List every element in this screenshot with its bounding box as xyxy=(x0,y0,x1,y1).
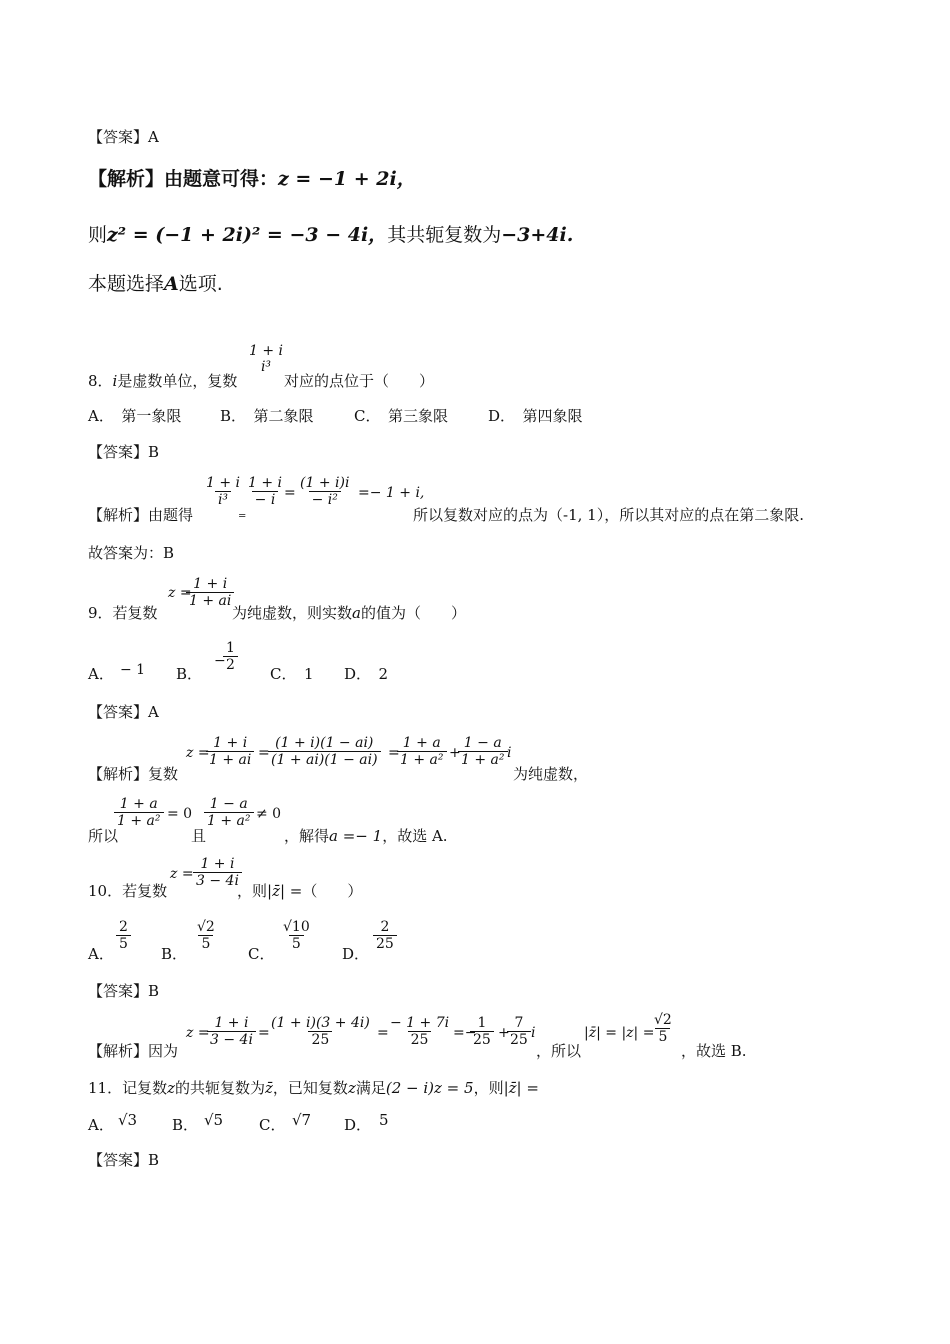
prev-analysis-line-2 xyxy=(88,226,573,245)
stem-text: 的值为（ ） xyxy=(360,604,466,622)
fraction-numerator: 1 + i xyxy=(249,343,284,359)
stem-text: 11．记复数 xyxy=(88,1079,168,1097)
stem-math: |z̄| = xyxy=(267,882,303,900)
answer-tag: 【答案】 xyxy=(88,443,149,461)
q11-stem xyxy=(88,1081,539,1096)
q10-fraction-k2 xyxy=(268,1015,373,1048)
fraction-denominator: − i² xyxy=(309,491,341,508)
analysis-text: 则 xyxy=(88,224,108,246)
q9-answer xyxy=(88,705,159,720)
q9-fraction-h1 xyxy=(114,796,164,829)
fraction-numerator: 1 + i xyxy=(214,1015,249,1031)
stem-text: ，则 xyxy=(473,1079,504,1097)
fraction-numerator: 1 + i xyxy=(200,856,235,872)
q10-stem-lead: 10．若复数 xyxy=(88,882,168,900)
q10-fraction-k5 xyxy=(507,1015,531,1048)
fraction-numerator: 1 − a xyxy=(463,735,502,751)
fraction-denominator: 5 xyxy=(289,935,304,952)
fraction-numerator: 2 xyxy=(380,919,390,935)
fraction-denominator: 25 xyxy=(373,935,397,952)
q8-stem xyxy=(88,374,237,389)
analysis-text: ，解得 xyxy=(284,827,330,845)
q9-solve-text xyxy=(284,829,448,844)
q10-option-d-fraction xyxy=(373,919,397,952)
q11-answer xyxy=(88,1153,159,1168)
analysis-text: 其共轭复数为 xyxy=(387,224,502,246)
q10-abs-eq: |z̄| = |z| = xyxy=(584,1025,655,1041)
q8-stem-end xyxy=(284,374,434,389)
fraction-denominator: 1 + a² xyxy=(397,751,447,768)
fraction-numerator: − 1 + 7i xyxy=(390,1015,450,1031)
q9-eq-2: = xyxy=(388,745,400,761)
fraction-denominator: 5 xyxy=(116,935,131,952)
q11-option-a-label: A． xyxy=(88,1116,114,1134)
q8-analysis-lead xyxy=(88,508,193,523)
fraction-denominator: 2 xyxy=(223,656,238,673)
stem-text: 是虚数单位，复数 xyxy=(117,372,238,390)
fraction-denominator: 5 xyxy=(198,935,213,952)
q10-i-unit: i xyxy=(531,1025,536,1041)
q10-option-c-fraction xyxy=(280,919,313,952)
fraction-numerator: (1 + i)(3 + 4i) xyxy=(271,1015,370,1031)
q9-eq-1: = xyxy=(258,745,270,761)
q9-analysis-rest: 为纯虚数， xyxy=(513,765,589,783)
fraction-numerator: 7 xyxy=(514,1015,524,1031)
q8-analysis-rest: 所以复数对应的点为（-1, 1），所以其对应的点在第二象限. xyxy=(413,506,804,524)
fraction-numerator: 1 − a xyxy=(209,796,248,812)
stem-math: |z̄| = xyxy=(503,1079,539,1097)
q9-fraction-g2 xyxy=(268,735,381,768)
q9-stem-rest xyxy=(232,606,466,621)
fraction-denominator: (1 + ai)(1 − ai) xyxy=(268,751,381,768)
q9-option-a-value: − 1 xyxy=(120,662,146,678)
fraction-denominator: 1 + ai xyxy=(186,592,234,609)
q8-eq-small: = xyxy=(238,511,247,522)
analysis-tag: 【解析】 xyxy=(88,1042,149,1060)
stem-text: 满足 xyxy=(355,1079,386,1097)
analysis-tag: 【解析】 xyxy=(88,168,165,190)
q9-and-text: 且 xyxy=(191,827,207,845)
q10-option-b-fraction xyxy=(194,919,218,952)
q10-eq-3: =− xyxy=(453,1025,477,1041)
analysis-text: 选项. xyxy=(178,273,223,295)
variable-a: a xyxy=(352,604,361,622)
fraction-numerator: √2 xyxy=(197,919,215,935)
fraction-denominator: 25 xyxy=(408,1031,432,1048)
q11-option-d-label: D． xyxy=(344,1116,372,1134)
q8-option-d: D． 第四象限 xyxy=(488,407,583,425)
stem-text: （ ） xyxy=(302,882,363,900)
q10-fraction-k3 xyxy=(387,1015,452,1048)
fraction-numerator: 1 + i xyxy=(213,735,248,751)
fraction-denominator: 1 + a² xyxy=(204,812,254,829)
q9-option-b-fraction xyxy=(223,640,238,673)
q9-fraction-g4 xyxy=(458,735,508,768)
analysis-text: ，故选 A. xyxy=(382,827,448,845)
stem-text: 为纯虚数，则实数 xyxy=(232,604,353,622)
answer-value: B xyxy=(148,982,160,1000)
q10-option-c-label: C． xyxy=(248,945,275,963)
q8-fraction-3 xyxy=(297,475,352,508)
fraction-denominator: − i xyxy=(252,491,279,508)
q9-analysis-lead xyxy=(88,767,178,782)
fraction-numerator: 1 xyxy=(226,640,235,656)
stem-text: 对应的点位于（ ） xyxy=(284,372,435,390)
fraction-denominator: 3 − 4i xyxy=(193,872,242,889)
q8-eq: = xyxy=(284,485,296,501)
question-number: 8． xyxy=(88,372,113,390)
analysis-tag: 【解析】 xyxy=(88,506,149,524)
q9-fraction-g3 xyxy=(397,735,447,768)
q10-eq-2: = xyxy=(377,1025,389,1041)
q10-fraction-k1 xyxy=(207,1015,256,1048)
stem-math: (2 − i)z = 5 xyxy=(385,1079,474,1097)
q9-i-unit: i xyxy=(507,745,512,761)
fraction-denominator: 25 xyxy=(507,1031,531,1048)
fraction-numerator: (1 + i)i xyxy=(300,475,350,491)
q10-z-eq-2: z = xyxy=(186,1025,210,1041)
q10-plus: + xyxy=(498,1025,510,1041)
prev-analysis-line-1 xyxy=(88,170,416,189)
q8-conclusion: 故答案为：B xyxy=(88,544,175,562)
q8-fraction-1 xyxy=(203,475,243,508)
analysis-text: 由题得 xyxy=(148,506,194,524)
fraction-numerator: 1 + i xyxy=(193,576,228,592)
stem-text: ，已知复数 xyxy=(272,1079,348,1097)
stem-text: 的共轭复数为 xyxy=(175,1079,266,1097)
fraction-numerator: √10 xyxy=(283,919,310,935)
fraction-denominator: 1 + a² xyxy=(114,812,164,829)
fraction-numerator: 1 xyxy=(477,1015,487,1031)
fraction-denominator: 3 − 4i xyxy=(207,1031,256,1048)
q10-fraction-k6 xyxy=(651,1012,675,1045)
q8-result: =− 1 + i, xyxy=(358,485,425,501)
stem-text: ，则 xyxy=(237,882,268,900)
q9-h2-ne: ≠ 0 xyxy=(256,806,282,822)
q9-option-b-label: B． xyxy=(176,665,203,683)
fraction-denominator: 25 xyxy=(470,1031,494,1048)
q9-option-c: C． 1 xyxy=(270,665,314,683)
analysis-math: z = −1 + 2i， xyxy=(278,168,416,190)
analysis-text: 复数 xyxy=(148,765,179,783)
q10-option-b-label: B． xyxy=(161,945,188,963)
q9-stem-lead: 9．若复数 xyxy=(88,604,158,622)
q8-option-a: A． 第一象限 xyxy=(88,407,182,425)
analysis-text: 由题意可得： xyxy=(164,168,279,190)
analysis-tag: 【解析】 xyxy=(88,765,149,783)
analysis-math: −3+4i. xyxy=(501,224,574,246)
q10-stem-fraction xyxy=(193,856,242,889)
q10-end-text: ，故选 B. xyxy=(681,1042,747,1060)
answer-tag: 【答案】 xyxy=(88,982,149,1000)
q9-so-text: 所以 xyxy=(88,827,119,845)
answer-tag: 【答案】 xyxy=(88,703,149,721)
fraction-denominator: 1 + ai xyxy=(206,751,254,768)
answer-value: B xyxy=(148,443,160,461)
analysis-text: 本题选择 xyxy=(88,273,165,295)
fraction-numerator: √2 xyxy=(654,1012,672,1028)
q10-analysis-lead xyxy=(88,1044,178,1059)
q9-option-a-label: A． xyxy=(88,665,114,683)
q8-answer xyxy=(88,445,159,460)
fraction-numerator: 2 xyxy=(119,919,128,935)
prev-answer-line xyxy=(88,130,159,145)
q10-stem-rest xyxy=(237,884,362,899)
answer-value: A xyxy=(148,128,159,146)
q8-fraction-2 xyxy=(245,475,285,508)
q8-option-c: C． 第三象限 xyxy=(354,407,448,425)
q10-so-text: ，所以 xyxy=(536,1042,582,1060)
q9-h1-eq: = 0 xyxy=(167,806,193,822)
q11-option-d-value: 5 xyxy=(379,1111,389,1129)
answer-tag: 【答案】 xyxy=(88,128,149,146)
q11-option-b-label: B． xyxy=(172,1116,199,1134)
stem-math: z xyxy=(347,1079,356,1097)
prev-analysis-line-3 xyxy=(88,275,223,294)
fraction-denominator: 1 + a² xyxy=(458,751,508,768)
q9-option-b-sign: − xyxy=(214,653,226,669)
q10-answer xyxy=(88,984,159,999)
fraction-numerator: 1 + a xyxy=(119,796,158,812)
q8-stem-fraction xyxy=(246,343,286,375)
q9-option-d: D． 2 xyxy=(344,665,389,683)
stem-math: z̄ xyxy=(265,1079,273,1097)
fraction-numerator: (1 + i)(1 − ai) xyxy=(275,735,374,751)
fraction-denominator: 25 xyxy=(308,1031,332,1048)
q11-option-c-value: √7 xyxy=(292,1111,312,1129)
answer-tag: 【答案】 xyxy=(88,1151,149,1169)
q11-option-c-label: C． xyxy=(259,1116,286,1134)
answer-value: A xyxy=(148,703,159,721)
fraction-numerator: 1 + a xyxy=(402,735,441,751)
q9-fraction-g1 xyxy=(206,735,254,768)
fraction-denominator: i³ xyxy=(215,491,231,508)
answer-value: B xyxy=(148,1151,160,1169)
q11-option-a-value: √3 xyxy=(118,1111,138,1129)
fraction-numerator: 1 + i xyxy=(248,475,283,491)
q9-stem-fraction xyxy=(186,576,234,609)
q10-option-a-label: A． xyxy=(88,945,114,963)
fraction-denominator: i³ xyxy=(260,359,272,376)
q10-option-a-fraction xyxy=(116,919,131,952)
q8-option-b: B． 第二象限 xyxy=(220,407,314,425)
analysis-text: 因为 xyxy=(148,1042,179,1060)
analysis-math: z² = (−1 + 2i)² = −3 − 4i， xyxy=(107,224,388,246)
fraction-denominator: 5 xyxy=(655,1028,670,1045)
q9-z-eq: z = xyxy=(168,585,192,601)
analysis-math: a =− 1 xyxy=(329,827,383,845)
analysis-math: A xyxy=(164,273,179,295)
q11-option-b-value: √5 xyxy=(204,1111,224,1129)
q9-z-eq-2: z = xyxy=(186,745,210,761)
q9-plus: + xyxy=(449,745,461,761)
q10-fraction-k4 xyxy=(470,1015,494,1048)
imaginary-unit: i xyxy=(112,372,118,390)
fraction-numerator: 1 + i xyxy=(206,475,241,491)
q10-option-d-label: D． xyxy=(342,945,370,963)
q10-z-eq: z = xyxy=(170,866,194,882)
q10-eq-1: = xyxy=(258,1025,270,1041)
q9-fraction-h2 xyxy=(204,796,254,829)
stem-math: z xyxy=(167,1079,175,1097)
